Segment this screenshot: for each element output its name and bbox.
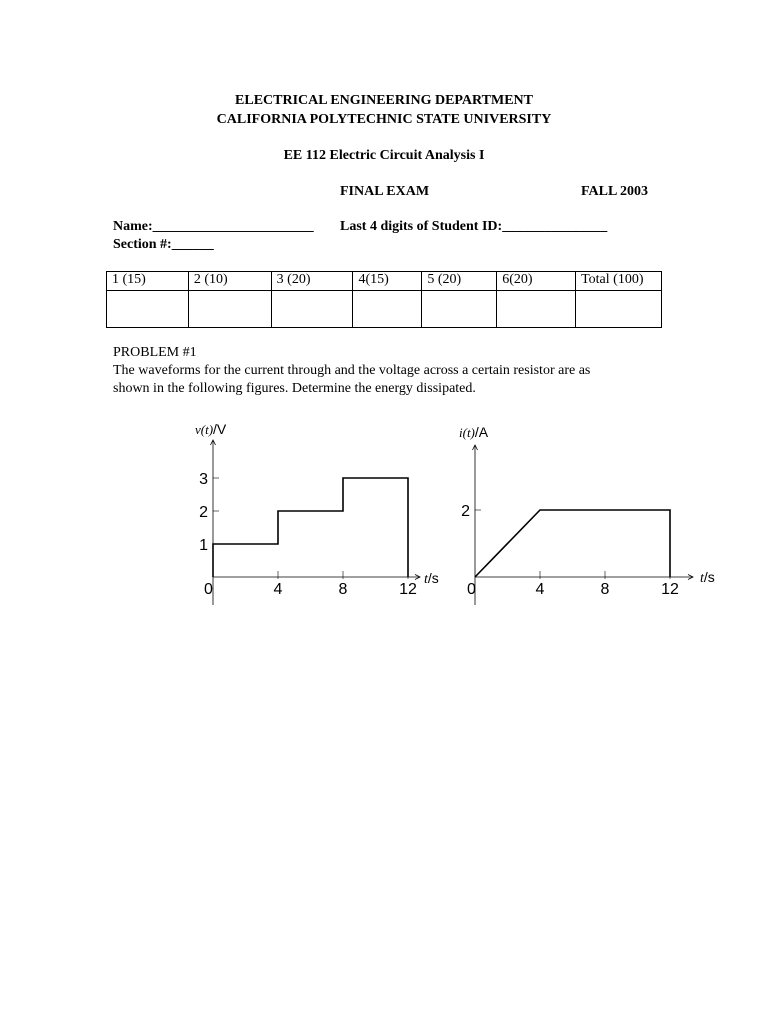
course-title: EE 112 Electric Circuit Analysis I — [283, 148, 485, 163]
department-title: ELECTRICAL ENGINEERING DEPARTMENT — [235, 93, 533, 108]
score-header-cell: 2 (10) — [188, 272, 271, 291]
problem-text-line-1: The waveforms for the current through and the voltage across a certain resistor are as — [113, 363, 591, 378]
student-id-field[interactable]: Last 4 digits of Student ID:_______________ — [340, 219, 608, 234]
score-header-cell: 1 (15) — [107, 272, 189, 291]
exam-title: FINAL EXAM — [340, 184, 430, 199]
y-axis-label: v(t)/V — [195, 421, 227, 437]
x-tick-label: 8 — [338, 581, 348, 598]
chart-voltage — [195, 421, 439, 605]
x-tick-label: 4 — [273, 581, 283, 598]
x-tick-label: 4 — [535, 581, 545, 598]
score-header-cell: 3 (20) — [271, 272, 353, 291]
term: FALL 2003 — [581, 184, 649, 199]
chart-current — [459, 424, 715, 605]
x-axis-label: t/s — [424, 570, 439, 587]
waveform-line — [475, 510, 670, 577]
x-tick-label: 0 — [204, 581, 213, 598]
x-tick-label: 8 — [600, 581, 610, 598]
y-tick-label: 1 — [199, 537, 208, 554]
name-field[interactable]: Name:_______________________ — [113, 219, 314, 234]
waveform-line — [213, 478, 408, 577]
x-tick-label: 12 — [399, 581, 417, 598]
y-tick-label: 3 — [199, 471, 208, 488]
score-header-cell: 4(15) — [353, 272, 422, 291]
y-tick-label: 2 — [461, 503, 470, 520]
y-tick-label: 2 — [199, 504, 208, 521]
problem-title: PROBLEM #1 — [113, 345, 197, 360]
score-header-cell: 6(20) — [497, 272, 576, 291]
x-tick-label: 0 — [467, 581, 476, 598]
university-title: CALIFORNIA POLYTECHNIC STATE UNIVERSITY — [216, 112, 552, 127]
section-field[interactable]: Section #:______ — [113, 237, 214, 252]
problem-text-line-2: shown in the following figures. Determine the energy dissipated. — [113, 381, 476, 396]
score-header-cell: 5 (20) — [422, 272, 497, 291]
y-axis-label: i(t)/A — [459, 424, 489, 440]
x-tick-label: 12 — [661, 581, 679, 598]
x-axis-label: t/s — [700, 569, 715, 586]
score-header-cell: Total (100) — [576, 272, 662, 291]
